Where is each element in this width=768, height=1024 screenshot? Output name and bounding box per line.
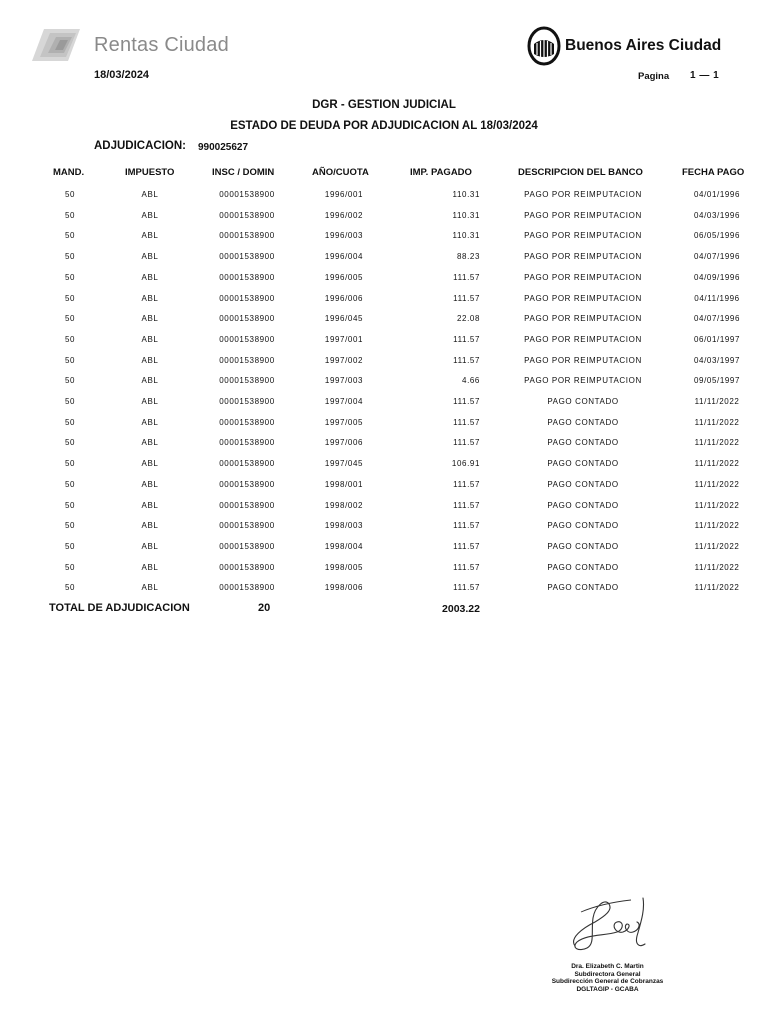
cell-mand: 50 xyxy=(64,355,76,365)
cell-fecha-pago: 11/11/2022 xyxy=(694,521,740,531)
cell-impuesto: ABL xyxy=(141,355,159,365)
cell-insc-domin: 00001538900 xyxy=(219,252,275,262)
cell-fecha-pago: 11/11/2022 xyxy=(694,583,740,593)
cell-insc-domin: 00001538900 xyxy=(219,231,275,241)
rentas-cube-icon xyxy=(30,27,82,63)
cell-fecha-pago: 04/07/1996 xyxy=(693,252,741,262)
cell-imp-pagado: 111.57 xyxy=(453,438,480,448)
cell-imp-pagado: 22.08 xyxy=(456,314,480,324)
cell-descripcion-banco: PAGO POR REIMPUTACION xyxy=(524,272,642,282)
cell-descripcion-banco: PAGO POR REIMPUTACION xyxy=(524,355,642,365)
cell-impuesto: ABL xyxy=(141,459,159,469)
cell-anio-cuota: 1998/002 xyxy=(324,500,364,510)
cell-descripcion-banco: PAGO POR REIMPUTACION xyxy=(524,293,642,303)
cell-mand: 50 xyxy=(64,500,76,510)
cell-mand: 50 xyxy=(64,314,76,324)
rentas-ciudad-logo xyxy=(30,27,230,63)
cell-descripcion-banco: PAGO POR REIMPUTACION xyxy=(524,334,642,344)
cell-descripcion-banco: PAGO CONTADO xyxy=(547,500,619,510)
cell-anio-cuota: 1998/004 xyxy=(324,541,364,551)
cell-anio-cuota: 1998/005 xyxy=(324,562,364,572)
total-label: TOTAL DE ADJUDICACION xyxy=(49,602,190,614)
cell-insc-domin: 00001538900 xyxy=(219,397,275,406)
cell-descripcion-banco: PAGO CONTADO xyxy=(547,479,619,489)
total-amount: 2003.22 xyxy=(442,603,480,615)
cell-anio-cuota: 1997/045 xyxy=(324,459,364,469)
cell-insc-domin: 00001538900 xyxy=(219,521,275,531)
cell-impuesto: ABL xyxy=(141,500,159,510)
cell-fecha-pago: 09/05/1997 xyxy=(693,376,741,386)
cell-impuesto: ABL xyxy=(141,541,159,551)
cell-mand: 50 xyxy=(64,417,76,427)
cell-imp-pagado: 110.31 xyxy=(452,210,480,220)
signer-name: Dra. Elizabeth C. Martin xyxy=(571,963,644,970)
cell-insc-domin: 00001538900 xyxy=(219,541,275,551)
cell-fecha-pago: 04/11/1996 xyxy=(694,293,740,303)
cell-insc-domin: 00001538900 xyxy=(219,210,275,220)
cell-fecha-pago: 04/03/1996 xyxy=(693,210,741,220)
cell-imp-pagado: 111.57 xyxy=(453,293,480,303)
cell-impuesto: ABL xyxy=(141,252,159,262)
cell-insc-domin: 00001538900 xyxy=(219,459,275,469)
cell-mand: 50 xyxy=(64,210,76,220)
cell-anio-cuota: 1996/004 xyxy=(324,252,364,262)
cell-descripcion-banco: PAGO POR REIMPUTACION xyxy=(524,376,642,386)
cell-imp-pagado: 88.23 xyxy=(456,252,480,262)
cell-impuesto: ABL xyxy=(141,521,159,531)
cell-mand: 50 xyxy=(64,252,76,262)
cell-descripcion-banco: PAGO POR REIMPUTACION xyxy=(524,314,642,324)
cell-descripcion-banco: PAGO CONTADO xyxy=(547,397,619,406)
cell-fecha-pago: 04/09/1996 xyxy=(693,272,741,282)
total-count: 20 xyxy=(258,602,271,614)
cell-mand: 50 xyxy=(64,438,76,448)
cell-anio-cuota: 1998/001 xyxy=(324,479,364,489)
cell-imp-pagado: 111.57 xyxy=(453,541,480,551)
cell-descripcion-banco: PAGO POR REIMPUTACION xyxy=(524,210,642,220)
cell-imp-pagado: 111.57 xyxy=(453,355,480,365)
cell-impuesto: ABL xyxy=(141,376,159,386)
cell-fecha-pago: 04/03/1997 xyxy=(693,355,741,365)
report-date: 18/03/2024 xyxy=(94,69,150,81)
column-header-insc-domin: INSC / DOMIN xyxy=(212,167,275,178)
cell-anio-cuota: 1996/001 xyxy=(324,190,364,199)
cell-impuesto: ABL xyxy=(141,272,159,282)
cell-mand: 50 xyxy=(64,190,76,199)
cell-fecha-pago: 04/01/1996 xyxy=(693,190,741,199)
cell-descripcion-banco: PAGO CONTADO xyxy=(547,438,619,448)
cell-fecha-pago: 06/01/1997 xyxy=(693,334,741,344)
cell-fecha-pago: 11/11/2022 xyxy=(694,479,740,489)
cell-impuesto: ABL xyxy=(141,293,159,303)
cell-impuesto: ABL xyxy=(141,190,159,199)
signer-office: Subdirección General de Cobranzas xyxy=(551,978,664,985)
cell-imp-pagado: 110.31 xyxy=(452,231,480,241)
adjudicacion-label: ADJUDICACION: xyxy=(94,140,186,152)
cell-anio-cuota: 1996/005 xyxy=(324,272,364,282)
cell-descripcion-banco: PAGO CONTADO xyxy=(547,521,619,531)
cell-fecha-pago: 11/11/2022 xyxy=(694,459,740,469)
ba-emblem-icon xyxy=(527,26,561,66)
cell-impuesto: ABL xyxy=(141,231,159,241)
cell-anio-cuota: 1997/003 xyxy=(324,376,364,386)
cell-impuesto: ABL xyxy=(141,397,159,406)
cell-mand: 50 xyxy=(64,541,76,551)
cell-anio-cuota: 1996/003 xyxy=(324,231,364,241)
cell-fecha-pago: 06/05/1996 xyxy=(693,231,741,241)
cell-descripcion-banco: PAGO CONTADO xyxy=(547,562,619,572)
cell-mand: 50 xyxy=(64,459,76,469)
cell-anio-cuota: 1997/005 xyxy=(324,417,364,427)
cell-mand: 50 xyxy=(64,479,76,489)
cell-imp-pagado: 110.31 xyxy=(452,190,480,199)
cell-impuesto: ABL xyxy=(141,479,159,489)
page-label: Pagina xyxy=(638,71,670,82)
cell-mand: 50 xyxy=(64,376,76,386)
handwritten-signature xyxy=(565,888,665,958)
page-number: 1 — 1 xyxy=(690,70,720,81)
cell-impuesto: ABL xyxy=(141,438,159,448)
cell-descripcion-banco: PAGO POR REIMPUTACION xyxy=(524,231,642,241)
cell-mand: 50 xyxy=(64,272,76,282)
cell-anio-cuota: 1997/004 xyxy=(324,397,364,406)
cell-mand: 50 xyxy=(64,583,76,593)
cell-imp-pagado: 111.57 xyxy=(453,479,480,489)
cell-anio-cuota: 1998/006 xyxy=(324,583,364,593)
cell-anio-cuota: 1996/002 xyxy=(324,210,364,220)
cell-imp-pagado: 111.57 xyxy=(453,562,480,572)
column-header-anio-cuota: AÑO/CUOTA xyxy=(312,167,369,178)
column-header-impuesto: IMPUESTO xyxy=(125,167,175,178)
column-header-mand: MAND. xyxy=(53,167,85,178)
report-title: DGR - GESTION JUDICIAL xyxy=(312,99,456,111)
cell-impuesto: ABL xyxy=(141,334,159,344)
rentas-ciudad-wordmark: Rentas Ciudad xyxy=(94,34,229,56)
cell-anio-cuota: 1997/001 xyxy=(324,334,364,344)
cell-fecha-pago: 11/11/2022 xyxy=(694,541,740,551)
cell-anio-cuota: 1998/003 xyxy=(324,521,364,531)
cell-imp-pagado: 111.57 xyxy=(453,583,480,593)
signer-unit: DGLTAGIP - GCABA xyxy=(576,985,639,993)
cell-impuesto: ABL xyxy=(141,314,159,324)
cell-insc-domin: 00001538900 xyxy=(219,293,275,303)
cell-insc-domin: 00001538900 xyxy=(219,314,275,324)
cell-mand: 50 xyxy=(64,562,76,572)
cell-impuesto: ABL xyxy=(141,210,159,220)
column-header-descripcion-banco: DESCRIPCION DEL BANCO xyxy=(518,167,643,178)
cell-fecha-pago: 04/07/1996 xyxy=(693,314,741,324)
cell-insc-domin: 00001538900 xyxy=(219,500,275,510)
cell-mand: 50 xyxy=(64,231,76,241)
signer-role: Subdirectora General xyxy=(574,970,641,978)
cell-mand: 50 xyxy=(64,293,76,303)
cell-insc-domin: 00001538900 xyxy=(219,583,275,593)
cell-impuesto: ABL xyxy=(141,417,159,427)
report-subtitle: ESTADO DE DEUDA POR ADJUDICACION AL 18/03/2024 xyxy=(230,120,538,132)
cell-descripcion-banco: PAGO CONTADO xyxy=(547,417,619,427)
cell-descripcion-banco: PAGO POR REIMPUTACION xyxy=(524,252,642,262)
column-header-fecha-pago: FECHA PAGO xyxy=(682,167,745,178)
cell-descripcion-banco: PAGO POR REIMPUTACION xyxy=(524,190,642,199)
cell-descripcion-banco: PAGO CONTADO xyxy=(547,541,619,551)
cell-anio-cuota: 1997/002 xyxy=(324,355,364,365)
cell-anio-cuota: 1997/006 xyxy=(324,438,364,448)
cell-descripcion-banco: PAGO CONTADO xyxy=(547,583,619,593)
cell-fecha-pago: 11/11/2022 xyxy=(694,438,740,448)
column-header-imp-pagado: IMP. PAGADO xyxy=(410,167,472,178)
cell-imp-pagado: 111.57 xyxy=(453,500,480,510)
cell-insc-domin: 00001538900 xyxy=(219,376,275,386)
cell-impuesto: ABL xyxy=(141,583,159,593)
cell-anio-cuota: 1996/045 xyxy=(324,314,364,324)
cell-imp-pagado: 111.57 xyxy=(453,417,480,427)
cell-fecha-pago: 11/11/2022 xyxy=(694,397,740,406)
cell-insc-domin: 00001538900 xyxy=(219,272,275,282)
cell-insc-domin: 00001538900 xyxy=(219,438,275,448)
buenos-aires-ciudad-wordmark: Buenos Aires Ciudad xyxy=(565,37,722,54)
cell-fecha-pago: 11/11/2022 xyxy=(694,562,740,572)
cell-insc-domin: 00001538900 xyxy=(219,562,275,572)
cell-insc-domin: 00001538900 xyxy=(219,417,275,427)
cell-mand: 50 xyxy=(64,334,76,344)
adjudicacion-number: 990025627 xyxy=(198,142,249,153)
cell-insc-domin: 00001538900 xyxy=(219,334,275,344)
cell-imp-pagado: 111.57 xyxy=(453,521,480,531)
cell-fecha-pago: 11/11/2022 xyxy=(694,417,740,427)
cell-mand: 50 xyxy=(64,521,76,531)
cell-imp-pagado: 106.91 xyxy=(451,459,480,469)
cell-insc-domin: 00001538900 xyxy=(219,479,275,489)
cell-anio-cuota: 1996/006 xyxy=(324,293,364,303)
cell-descripcion-banco: PAGO CONTADO xyxy=(547,459,619,469)
cell-imp-pagado: 111.57 xyxy=(453,334,480,344)
cell-imp-pagado: 111.57 xyxy=(453,272,480,282)
cell-imp-pagado: 111.57 xyxy=(453,397,480,406)
cell-insc-domin: 00001538900 xyxy=(219,190,275,199)
cell-imp-pagado: 4.66 xyxy=(462,376,480,386)
cell-mand: 50 xyxy=(64,397,76,406)
cell-insc-domin: 00001538900 xyxy=(219,355,275,365)
buenos-aires-ciudad-logo xyxy=(527,26,742,66)
cell-fecha-pago: 11/11/2022 xyxy=(694,500,740,510)
cell-impuesto: ABL xyxy=(141,562,159,572)
